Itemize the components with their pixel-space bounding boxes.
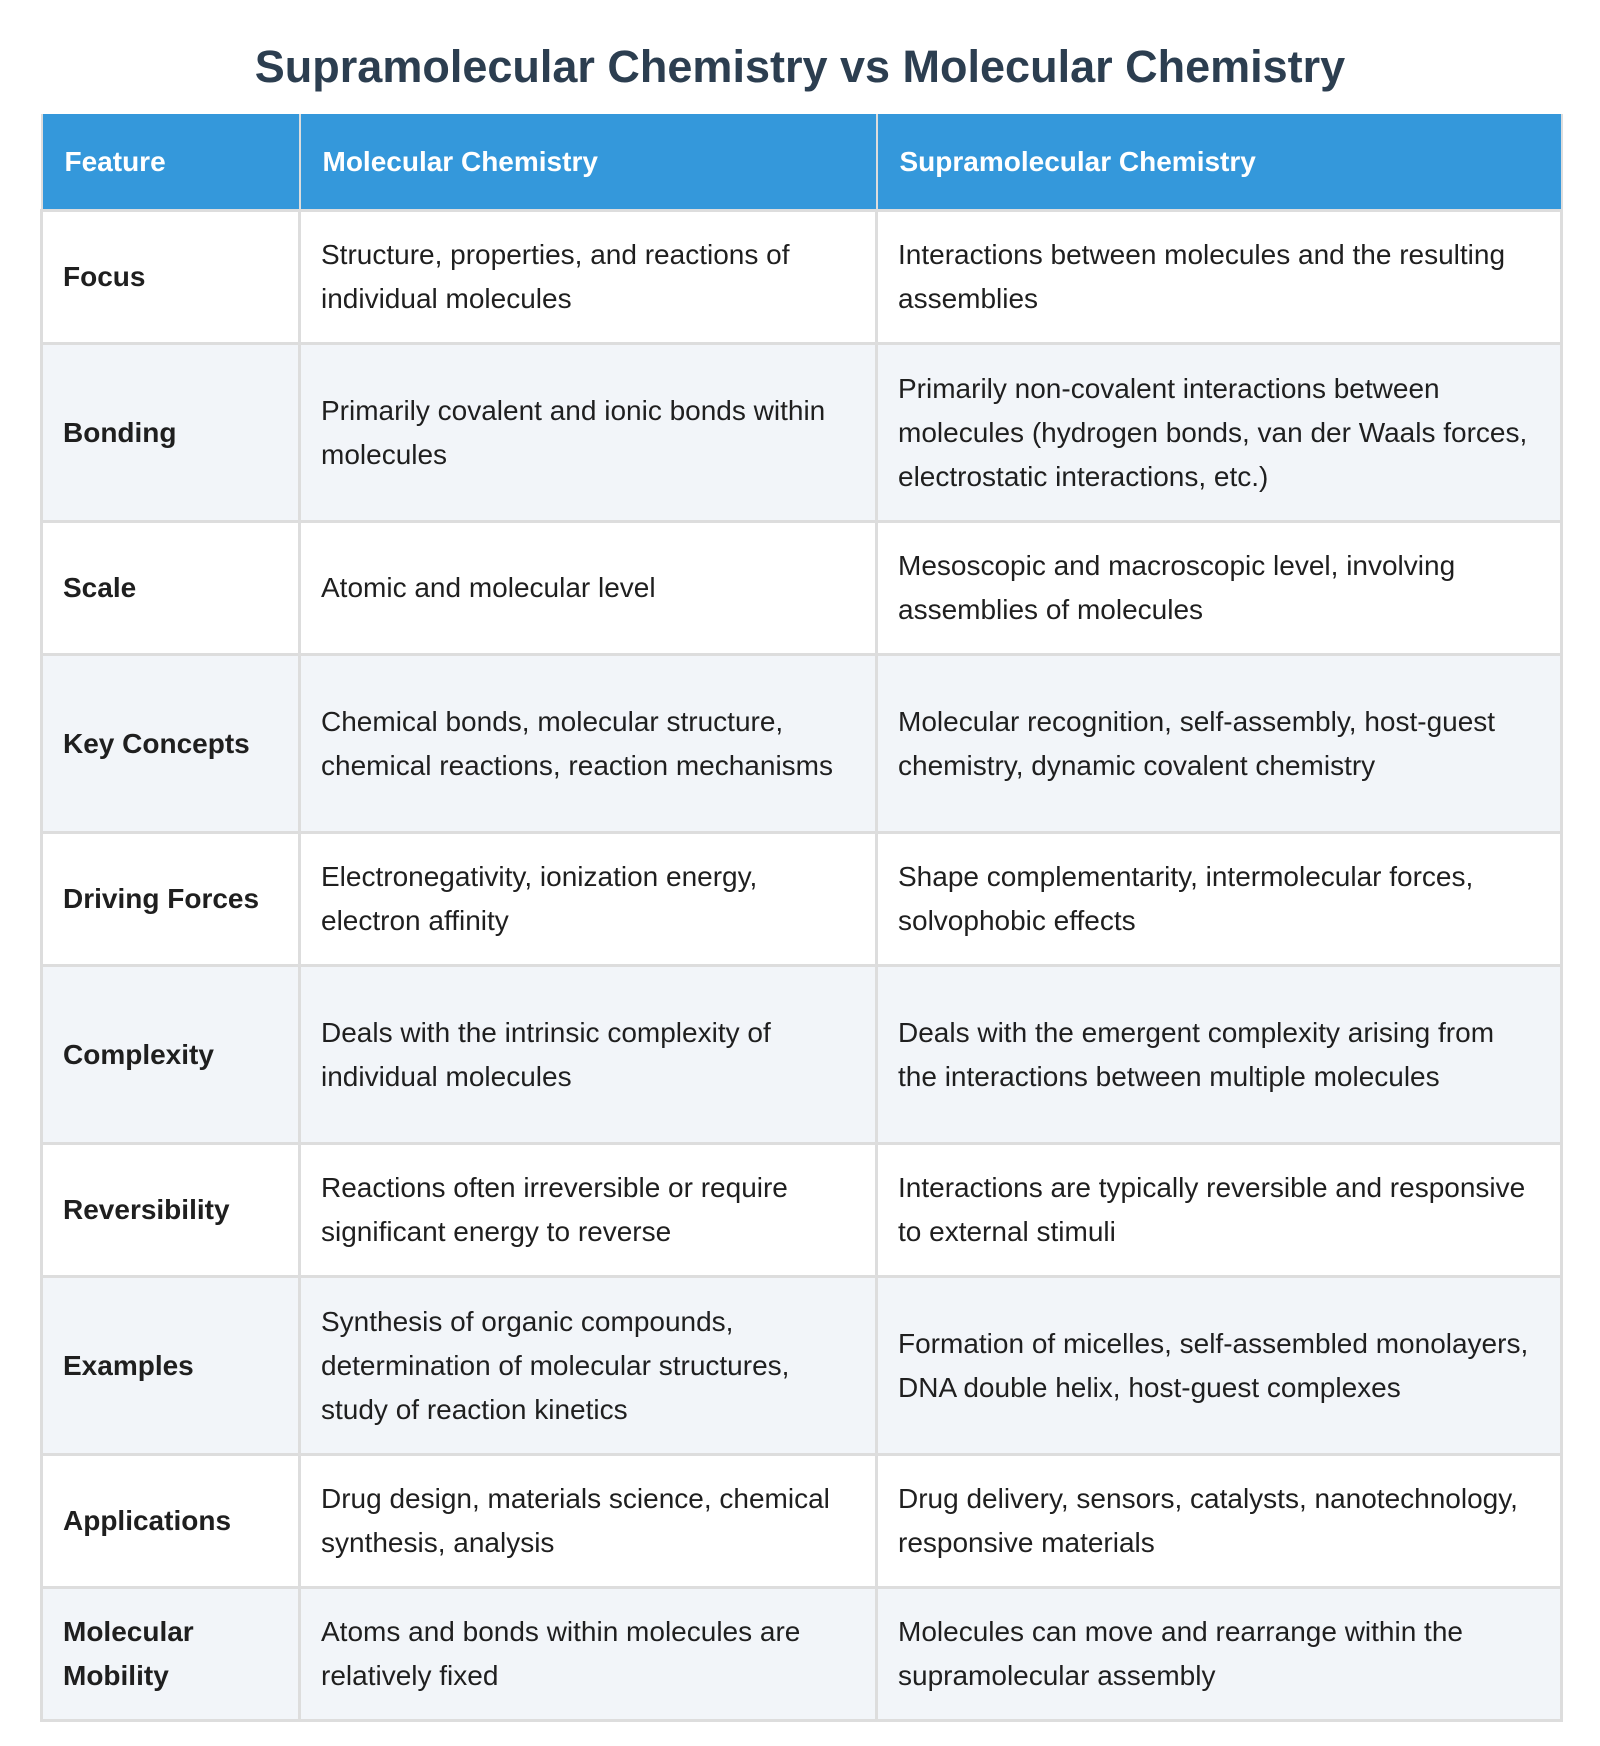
table-row [42,1277,1562,1455]
table-row [42,1144,1562,1277]
header-feature: Feature [42,114,300,211]
table-row [42,1588,1562,1721]
molecular-cell: Synthesis of organic compounds, determination of molecular structures, study of reaction kinetics [300,1277,877,1455]
table-header-row [42,114,1562,211]
molecular-cell: Primarily covalent and ionic bonds within molecules [300,344,877,522]
table-row [42,522,1562,655]
feature-cell: Driving Forces [42,833,300,966]
supramolecular-cell: Interactions are typically reversible and responsive to external stimuli [877,1144,1562,1277]
molecular-cell: Atomic and molecular level [300,522,877,655]
molecular-cell: Chemical bonds, molecular structure, chemical reactions, reaction mechanisms [300,655,877,833]
feature-cell: Focus [42,211,300,344]
molecular-cell: Atoms and bonds within molecules are relatively fixed [300,1588,877,1721]
table-row [42,833,1562,966]
header-molecular-chemistry: Molecular Chemistry [300,114,877,211]
page-title: Supramolecular Chemistry vs Molecular Chemistry [254,41,1346,92]
feature-cell: Key Concepts [42,655,300,833]
comparison-table [40,114,1563,1722]
table-row [42,655,1562,833]
feature-cell: Bonding [42,344,300,522]
molecular-cell: Deals with the intrinsic complexity of individual molecules [300,966,877,1144]
table-row [42,211,1562,344]
table-row [42,1455,1562,1588]
supramolecular-cell: Primarily non-covalent interactions between molecules (hydrogen bonds, van der Waals forces, electrostatic interactions, etc.) [877,344,1562,522]
supramolecular-cell: Drug delivery, sensors, catalysts, nanotechnology, responsive materials [877,1455,1562,1588]
feature-cell: Molecular Mobility [42,1588,300,1721]
supramolecular-cell: Mesoscopic and macroscopic level, involving assemblies of molecules [877,522,1562,655]
feature-cell: Complexity [42,966,300,1144]
molecular-cell: Reactions often irreversible or require significant energy to reverse [300,1144,877,1277]
supramolecular-cell: Molecules can move and rearrange within the supramolecular assembly [877,1588,1562,1721]
header-supramolecular-chemistry: Supramolecular Chemistry [877,114,1562,211]
feature-cell: Examples [42,1277,300,1455]
table-row [42,966,1562,1144]
molecular-cell: Drug design, materials science, chemical synthesis, analysis [300,1455,877,1588]
molecular-cell: Structure, properties, and reactions of individual molecules [300,211,877,344]
supramolecular-cell: Shape complementarity, intermolecular forces, solvophobic effects [877,833,1562,966]
feature-cell: Scale [42,522,300,655]
supramolecular-cell: Formation of micelles, self-assembled monolayers, DNA double helix, host-guest complexes [877,1277,1562,1455]
molecular-cell: Electronegativity, ionization energy, electron affinity [300,833,877,966]
supramolecular-cell: Interactions between molecules and the resulting assemblies [877,211,1562,344]
supramolecular-cell: Molecular recognition, self-assembly, host-guest chemistry, dynamic covalent chemistry [877,655,1562,833]
feature-cell: Applications [42,1455,300,1588]
feature-cell: Reversibility [42,1144,300,1277]
supramolecular-cell: Deals with the emergent complexity arising from the interactions between multiple molecules [877,966,1562,1144]
table-row [42,344,1562,522]
